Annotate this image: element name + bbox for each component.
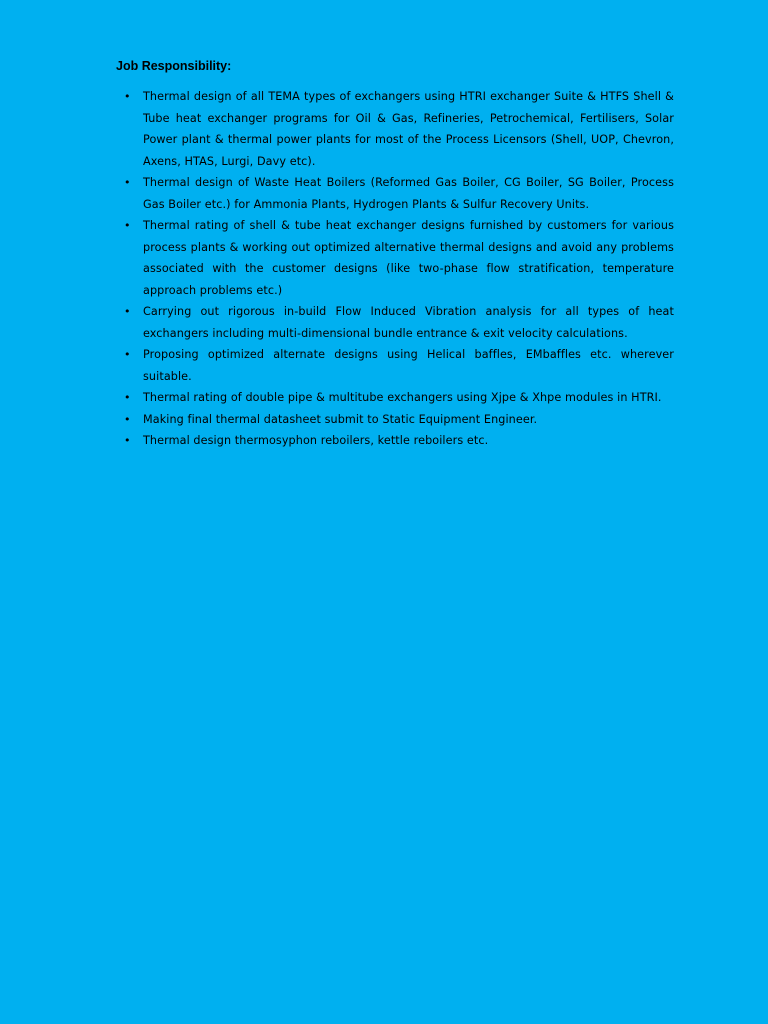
list-item: [116, 344, 674, 387]
bullet-icon: •: [124, 90, 131, 103]
list-item: [116, 409, 674, 431]
bullet-icon: •: [124, 412, 131, 426]
section-heading: Job Responsibility:: [116, 59, 232, 73]
list-item-text: Thermal design thermosyphon reboilers, kettle reboilers etc.: [143, 434, 489, 447]
bullet-icon: •: [124, 305, 131, 318]
list-item: [116, 86, 674, 172]
list-item-text: Proposing optimized alternate designs using Helical baffles, EMbaffles etc. wherever suitable.: [143, 348, 674, 383]
list-item-text: Thermal rating of double pipe & multitube exchangers using Xjpe & Xhpe modules in HTRI.: [143, 391, 662, 404]
list-item-text: Carrying out rigorous in-build Flow Induced Vibration analysis for all types of heat exchangers including multi-dimensional bundle entrance & exit velocity calculations.: [143, 305, 674, 340]
bullet-icon: •: [124, 219, 131, 232]
list-item-text: Thermal design of all TEMA types of exchangers using HTRI exchanger Suite & HTFS Shell & Tube heat exchanger programs for Oil & Gas, Refineries, Petrochemical, Fertilisers, Solar Power plant & thermal power plants for most of the Process Licensors (Shell, UOP, Chevron, Axens, HTAS, Lurgi, Davy etc).: [143, 90, 674, 168]
list-item: [116, 387, 674, 409]
responsibility-list: [116, 86, 674, 452]
bullet-icon: •: [124, 176, 131, 189]
list-item: [116, 215, 674, 301]
bullet-icon: •: [124, 348, 131, 361]
list-item-text: Thermal design of Waste Heat Boilers (Reformed Gas Boiler, CG Boiler, SG Boiler, Process Gas Boiler etc.) for Ammonia Plants, Hydrogen Plants & Sulfur Recovery Units.: [143, 176, 674, 211]
list-item: [116, 172, 674, 215]
list-item-text: Making final thermal datasheet submit to Static Equipment Engineer.: [143, 412, 538, 426]
list-item-text: Thermal rating of shell & tube heat exchanger designs furnished by customers for various process plants & working out optimized alternative thermal designs and avoid any problems associated with the customer designs (like two-phase flow stratification, temperature approach problems etc.): [143, 219, 674, 297]
list-item: [116, 430, 674, 452]
list-item: [116, 301, 674, 344]
bullet-icon: •: [124, 434, 131, 447]
bullet-icon: •: [124, 391, 131, 404]
